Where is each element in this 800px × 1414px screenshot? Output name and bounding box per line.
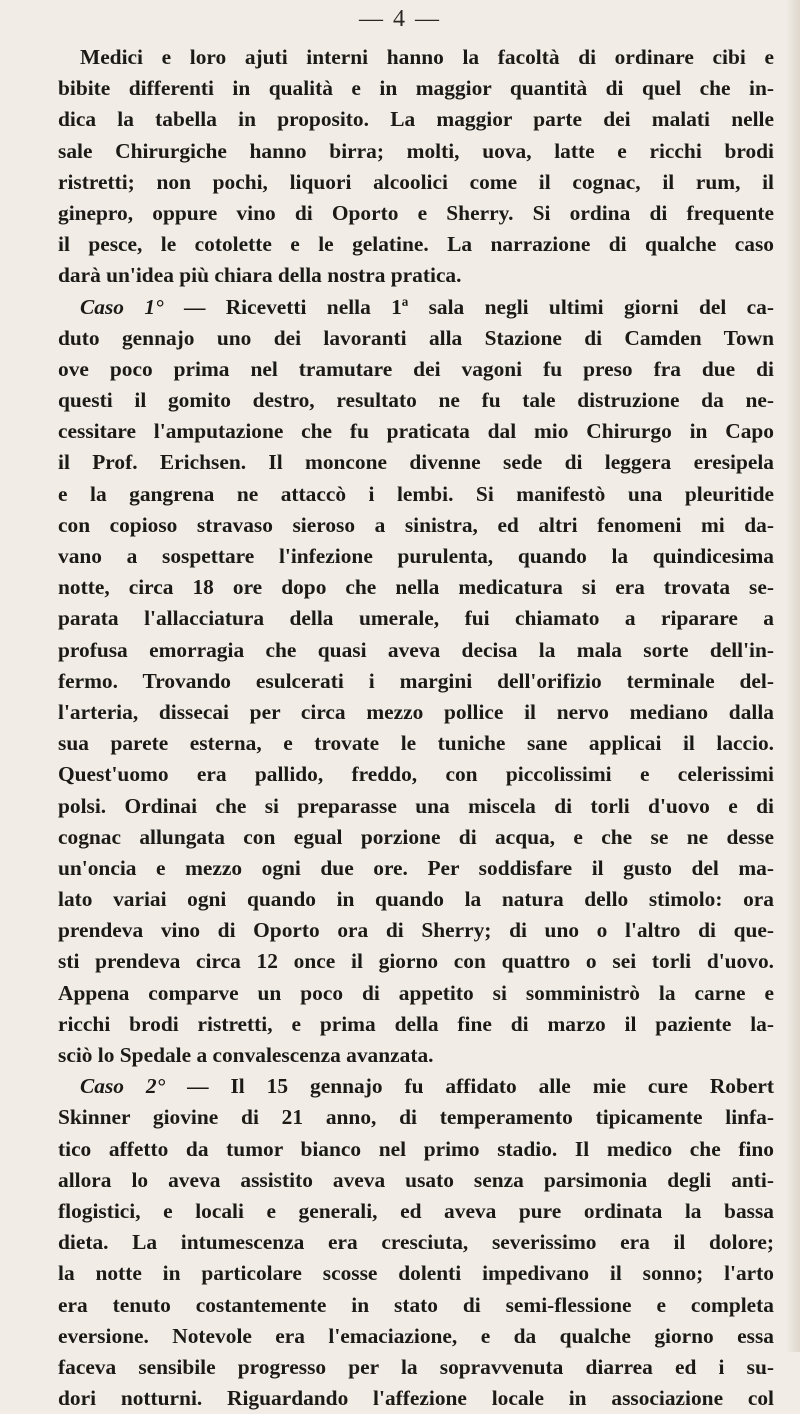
text-line	[58, 385, 774, 416]
line-text: Appena comparve un poco di appetito si somministrò la carne e	[58, 980, 774, 1005]
line-text: cognac allungata con egual porzione di acqua, e che se ne desse	[58, 824, 774, 849]
case-label: Caso 1°	[80, 294, 164, 319]
text-line	[58, 978, 774, 1009]
text-line	[58, 1102, 774, 1133]
text-line	[58, 1071, 774, 1102]
text-line	[58, 354, 774, 385]
text-line	[58, 946, 774, 977]
line-text: eversione. Notevole era l'emaciazione, e da qualche giorno essa	[58, 1323, 774, 1348]
text-line	[58, 1165, 774, 1196]
line-text: tico affetto da tumor bianco nel primo stadio. Il medico che fino	[58, 1136, 774, 1161]
line-text: vano a sospettare l'infezione purulenta, quando la quindicesima	[58, 544, 774, 568]
text-line	[58, 572, 774, 603]
paragraph-case-2	[58, 1071, 774, 1414]
text-line	[58, 1290, 774, 1321]
line-text: duto gennajo uno dei lavoranti alla Stazione di Camden Town	[58, 325, 774, 350]
text-line	[58, 1258, 774, 1289]
line-text: l'arteria, dissecai per circa mezzo pollice il nervo mediano dalla	[58, 699, 774, 724]
text-line	[58, 323, 774, 354]
line-text: dori notturni. Riguardando l'affezione locale in associazione col	[58, 1386, 774, 1411]
text-line	[58, 447, 774, 478]
text-line	[58, 1040, 774, 1071]
line-text: bibite differenti in qualità e in maggior quantità di quel che in-	[58, 76, 774, 101]
text-line	[58, 1134, 774, 1165]
line-text: — Il 15 gennajo fu affidato alle mie cure Robert	[165, 1074, 774, 1099]
case-label: Caso 2°	[80, 1074, 166, 1099]
line-text: dieta. La intumescenza era cresciuta, severissimo era il dolore;	[58, 1230, 774, 1255]
line-text: flogistici, e locali e generali, ed aveva pure ordinata la bassa	[58, 1198, 774, 1223]
text-line	[58, 853, 774, 884]
text-line	[58, 167, 774, 198]
text-line	[58, 292, 774, 323]
text-line	[58, 260, 774, 291]
line-text: Medici e loro ajuti interni hanno la facoltà di ordinare cibi e	[80, 45, 774, 69]
line-text: polsi. Ordinai che si preparasse una miscela di torli d'uovo e di	[58, 793, 774, 818]
line-text: un'oncia e mezzo ogni due ore. Per soddisfare il gusto del ma-	[58, 855, 774, 880]
text-line	[58, 728, 774, 759]
text-line	[58, 104, 774, 135]
text-line	[58, 510, 774, 541]
text-line	[58, 697, 774, 728]
line-text: Quest'uomo era pallido, freddo, con piccolissimi e celerissimi	[58, 762, 774, 787]
line-text: fermo. Trovando esulcerati i margini dell'orifizio terminale del-	[58, 668, 774, 693]
line-text: cessitare l'amputazione che fu praticata dal mio Chirurgo in Capo	[58, 419, 774, 444]
line-text: il Prof. Erichsen. Il moncone divenne sede di leggera eresipela	[58, 450, 774, 475]
line-text: e la gangrena ne attaccò i lembi. Si manifestò una pleuritide	[58, 481, 774, 506]
line-text: parata l'allacciatura della umerale, fui chiamato a riparare a	[58, 606, 774, 631]
text-line	[58, 1196, 774, 1227]
text-line	[58, 915, 774, 946]
text-line	[58, 1321, 774, 1352]
line-text: il pesce, le cotolette e le gelatine. La narrazione di qualche caso	[58, 232, 774, 257]
text-line	[58, 229, 774, 260]
line-text: dica la tabella in proposito. La maggior parte dei malati nelle	[58, 107, 774, 132]
line-text: lato variai ogni quando in quando la natura dello stimolo: ora	[58, 887, 774, 912]
text-line	[58, 791, 774, 822]
line-text: era tenuto costantemente in stato di semi-flessione e completa	[58, 1292, 774, 1317]
body-text	[58, 42, 774, 1414]
page-number-header: — 4 —	[359, 6, 441, 32]
line-text: con copioso stravaso sieroso a sinistra, ed altri fenomeni mi da-	[58, 512, 774, 537]
text-line	[58, 136, 774, 167]
text-line	[58, 1227, 774, 1258]
line-text: allora lo aveva assistito aveva usato senza parsimonia degli anti-	[58, 1167, 774, 1192]
line-text: profusa emorragia che quasi aveva decisa la mala sorte dell'in-	[58, 637, 774, 662]
line-text: sti prendeva circa 12 once il giorno con quattro o sei torli d'uovo.	[58, 949, 774, 974]
line-text: la notte in particolare scosse dolenti impedivano il sonno; l'arto	[58, 1261, 774, 1286]
text-line	[58, 198, 774, 229]
line-text: sua parete esterna, e trovate le tuniche sane applicai il laccio.	[58, 731, 774, 756]
text-line	[58, 1009, 774, 1040]
line-text: — Ricevetti nella 1ª sala negli ultimi giorni del ca-	[163, 294, 774, 319]
line-text: ginepro, oppure vino di Oporto e Sherry. Si ordina di frequente	[58, 200, 774, 225]
text-line	[58, 416, 774, 447]
line-text: ove poco prima nel tramutare dei vagoni fu preso fra due di	[58, 356, 774, 381]
text-line	[58, 822, 774, 853]
line-text: darà un'idea più chiara della nostra pratica.	[58, 263, 462, 288]
paragraph-case-1	[58, 292, 774, 1072]
text-line	[58, 1383, 774, 1414]
text-line	[58, 42, 774, 73]
paragraph-intro	[58, 42, 774, 292]
text-line	[58, 635, 774, 666]
text-line	[58, 1352, 774, 1383]
line-text: faceva sensibile progresso per la sopravvenuta diarrea ed i su-	[58, 1354, 774, 1379]
line-text: sale Chirurgiche hanno birra; molti, uova, latte e ricchi brodi	[58, 138, 774, 163]
text-line	[58, 479, 774, 510]
line-text: notte, circa 18 ore dopo che nella medicatura si era trovata se-	[58, 575, 774, 600]
line-text: ristretti; non pochi, liquori alcoolici come il cognac, il rum, il	[58, 169, 774, 194]
text-line	[58, 884, 774, 915]
page-edge-shadow	[786, 0, 800, 1352]
line-text: prendeva vino di Oporto ora di Sherry; di uno o l'altro di que-	[58, 918, 774, 943]
line-text: questi il gomito destro, resultato ne fu tale distruzione da ne-	[58, 388, 774, 413]
text-line	[58, 603, 774, 634]
line-text: sciò lo Spedale a convalescenza avanzata.	[58, 1043, 434, 1067]
line-text: ricchi brodi ristretti, e prima della fine di marzo il paziente la-	[58, 1011, 774, 1036]
text-line	[58, 759, 774, 790]
text-line	[58, 541, 774, 572]
text-line	[58, 666, 774, 697]
text-line	[58, 73, 774, 104]
line-text: Skinner giovine di 21 anno, di temperamento tipicamente linfa-	[58, 1105, 774, 1130]
